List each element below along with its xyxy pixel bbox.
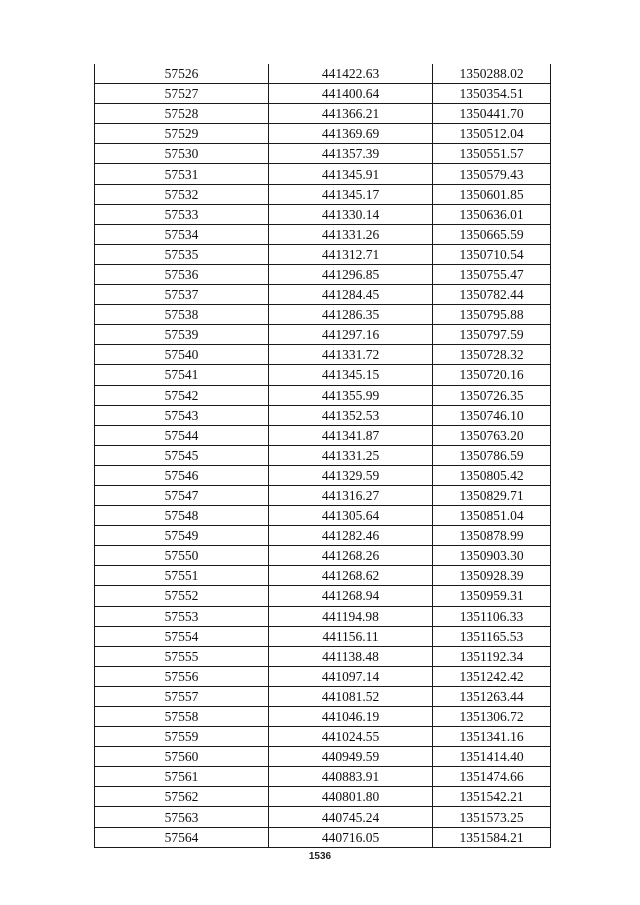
x-coordinate-cell: 441400.64	[269, 84, 433, 104]
point-id-cell: 57538	[95, 305, 269, 325]
point-id-cell: 57543	[95, 405, 269, 425]
y-coordinate-cell: 1351542.21	[433, 787, 551, 807]
y-coordinate-cell: 1350579.43	[433, 164, 551, 184]
y-coordinate-cell: 1351192.34	[433, 646, 551, 666]
x-coordinate-cell: 441138.48	[269, 646, 433, 666]
point-id-cell: 57563	[95, 807, 269, 827]
x-coordinate-cell: 441341.87	[269, 425, 433, 445]
table-row	[95, 405, 551, 425]
point-id-cell: 57558	[95, 707, 269, 727]
coordinates-table	[94, 64, 551, 848]
x-coordinate-cell: 440949.59	[269, 747, 433, 767]
x-coordinate-cell: 441369.69	[269, 124, 433, 144]
x-coordinate-cell: 441024.55	[269, 727, 433, 747]
x-coordinate-cell: 441156.11	[269, 626, 433, 646]
y-coordinate-cell: 1351573.25	[433, 807, 551, 827]
x-coordinate-cell: 441355.99	[269, 385, 433, 405]
point-id-cell: 57550	[95, 546, 269, 566]
y-coordinate-cell: 1350763.20	[433, 425, 551, 445]
y-coordinate-cell: 1350551.57	[433, 144, 551, 164]
table-row	[95, 586, 551, 606]
y-coordinate-cell: 1350720.16	[433, 365, 551, 385]
x-coordinate-cell: 441312.71	[269, 244, 433, 264]
table-row	[95, 526, 551, 546]
point-id-cell: 57531	[95, 164, 269, 184]
table-row	[95, 84, 551, 104]
table-row	[95, 144, 551, 164]
x-coordinate-cell: 441345.15	[269, 365, 433, 385]
point-id-cell: 57547	[95, 485, 269, 505]
x-coordinate-cell: 441282.46	[269, 526, 433, 546]
point-id-cell: 57546	[95, 465, 269, 485]
y-coordinate-cell: 1350805.42	[433, 465, 551, 485]
y-coordinate-cell: 1351306.72	[433, 707, 551, 727]
x-coordinate-cell: 441268.26	[269, 546, 433, 566]
point-id-cell: 57528	[95, 104, 269, 124]
x-coordinate-cell: 441422.63	[269, 64, 433, 84]
y-coordinate-cell: 1351414.40	[433, 747, 551, 767]
x-coordinate-cell: 441366.21	[269, 104, 433, 124]
y-coordinate-cell: 1351341.16	[433, 727, 551, 747]
table-row	[95, 184, 551, 204]
x-coordinate-cell: 441194.98	[269, 606, 433, 626]
table-row	[95, 425, 551, 445]
y-coordinate-cell: 1350746.10	[433, 405, 551, 425]
x-coordinate-cell: 441330.14	[269, 204, 433, 224]
y-coordinate-cell: 1350601.85	[433, 184, 551, 204]
x-coordinate-cell: 440716.05	[269, 827, 433, 847]
table-row	[95, 64, 551, 84]
table-row	[95, 164, 551, 184]
y-coordinate-cell: 1350665.59	[433, 224, 551, 244]
table-row	[95, 244, 551, 264]
table-row	[95, 747, 551, 767]
y-coordinate-cell: 1350928.39	[433, 566, 551, 586]
y-coordinate-cell: 1350728.32	[433, 345, 551, 365]
point-id-cell: 57557	[95, 686, 269, 706]
table-row	[95, 606, 551, 626]
y-coordinate-cell: 1350512.04	[433, 124, 551, 144]
point-id-cell: 57532	[95, 184, 269, 204]
x-coordinate-cell: 441268.62	[269, 566, 433, 586]
x-coordinate-cell: 441345.17	[269, 184, 433, 204]
x-coordinate-cell: 441329.59	[269, 465, 433, 485]
table-row	[95, 707, 551, 727]
y-coordinate-cell: 1350288.02	[433, 64, 551, 84]
y-coordinate-cell: 1351263.44	[433, 686, 551, 706]
table-row	[95, 506, 551, 526]
table-row	[95, 124, 551, 144]
table-row	[95, 767, 551, 787]
y-coordinate-cell: 1351584.21	[433, 827, 551, 847]
x-coordinate-cell: 441097.14	[269, 666, 433, 686]
y-coordinate-cell: 1351474.66	[433, 767, 551, 787]
point-id-cell: 57535	[95, 244, 269, 264]
x-coordinate-cell: 441316.27	[269, 485, 433, 505]
point-id-cell: 57540	[95, 345, 269, 365]
x-coordinate-cell: 441297.16	[269, 325, 433, 345]
table-row	[95, 787, 551, 807]
coordinates-table-container	[94, 64, 550, 848]
x-coordinate-cell: 440883.91	[269, 767, 433, 787]
point-id-cell: 57554	[95, 626, 269, 646]
point-id-cell: 57562	[95, 787, 269, 807]
table-row	[95, 485, 551, 505]
point-id-cell: 57529	[95, 124, 269, 144]
table-row	[95, 445, 551, 465]
point-id-cell: 57530	[95, 144, 269, 164]
point-id-cell: 57553	[95, 606, 269, 626]
table-row	[95, 224, 551, 244]
point-id-cell: 57526	[95, 64, 269, 84]
point-id-cell: 57533	[95, 204, 269, 224]
point-id-cell: 57544	[95, 425, 269, 445]
x-coordinate-cell: 441357.39	[269, 144, 433, 164]
y-coordinate-cell: 1350710.54	[433, 244, 551, 264]
table-row	[95, 365, 551, 385]
y-coordinate-cell: 1350903.30	[433, 546, 551, 566]
y-coordinate-cell: 1350797.59	[433, 325, 551, 345]
y-coordinate-cell: 1350782.44	[433, 285, 551, 305]
y-coordinate-cell: 1350959.31	[433, 586, 551, 606]
y-coordinate-cell: 1351242.42	[433, 666, 551, 686]
y-coordinate-cell: 1351106.33	[433, 606, 551, 626]
y-coordinate-cell: 1350786.59	[433, 445, 551, 465]
table-row	[95, 566, 551, 586]
table-row	[95, 385, 551, 405]
y-coordinate-cell: 1351165.53	[433, 626, 551, 646]
point-id-cell: 57539	[95, 325, 269, 345]
x-coordinate-cell: 440801.80	[269, 787, 433, 807]
table-row	[95, 646, 551, 666]
x-coordinate-cell: 441345.91	[269, 164, 433, 184]
table-row	[95, 285, 551, 305]
y-coordinate-cell: 1350726.35	[433, 385, 551, 405]
point-id-cell: 57564	[95, 827, 269, 847]
point-id-cell: 57561	[95, 767, 269, 787]
point-id-cell: 57541	[95, 365, 269, 385]
table-row	[95, 345, 551, 365]
table-row	[95, 104, 551, 124]
y-coordinate-cell: 1350851.04	[433, 506, 551, 526]
x-coordinate-cell: 441305.64	[269, 506, 433, 526]
x-coordinate-cell: 441352.53	[269, 405, 433, 425]
y-coordinate-cell: 1350755.47	[433, 264, 551, 284]
x-coordinate-cell: 441331.26	[269, 224, 433, 244]
x-coordinate-cell: 441286.35	[269, 305, 433, 325]
table-row	[95, 727, 551, 747]
table-row	[95, 465, 551, 485]
table-row	[95, 546, 551, 566]
point-id-cell: 57549	[95, 526, 269, 546]
point-id-cell: 57555	[95, 646, 269, 666]
x-coordinate-cell: 441331.25	[269, 445, 433, 465]
point-id-cell: 57536	[95, 264, 269, 284]
coordinates-table-body	[95, 64, 551, 847]
x-coordinate-cell: 441284.45	[269, 285, 433, 305]
x-coordinate-cell: 441081.52	[269, 686, 433, 706]
point-id-cell: 57537	[95, 285, 269, 305]
x-coordinate-cell: 440745.24	[269, 807, 433, 827]
point-id-cell: 57542	[95, 385, 269, 405]
point-id-cell: 57551	[95, 566, 269, 586]
point-id-cell: 57559	[95, 727, 269, 747]
y-coordinate-cell: 1350795.88	[433, 305, 551, 325]
table-row	[95, 264, 551, 284]
table-row	[95, 325, 551, 345]
x-coordinate-cell: 441296.85	[269, 264, 433, 284]
table-row	[95, 305, 551, 325]
table-row	[95, 827, 551, 847]
table-row	[95, 686, 551, 706]
y-coordinate-cell: 1350829.71	[433, 485, 551, 505]
y-coordinate-cell: 1350878.99	[433, 526, 551, 546]
table-row	[95, 807, 551, 827]
point-id-cell: 57552	[95, 586, 269, 606]
page-number: 1536	[308, 851, 332, 862]
table-row	[95, 204, 551, 224]
x-coordinate-cell: 441046.19	[269, 707, 433, 727]
point-id-cell: 57560	[95, 747, 269, 767]
table-row	[95, 666, 551, 686]
y-coordinate-cell: 1350636.01	[433, 204, 551, 224]
x-coordinate-cell: 441268.94	[269, 586, 433, 606]
point-id-cell: 57548	[95, 506, 269, 526]
point-id-cell: 57556	[95, 666, 269, 686]
table-row	[95, 626, 551, 646]
x-coordinate-cell: 441331.72	[269, 345, 433, 365]
point-id-cell: 57527	[95, 84, 269, 104]
point-id-cell: 57545	[95, 445, 269, 465]
point-id-cell: 57534	[95, 224, 269, 244]
y-coordinate-cell: 1350354.51	[433, 84, 551, 104]
y-coordinate-cell: 1350441.70	[433, 104, 551, 124]
